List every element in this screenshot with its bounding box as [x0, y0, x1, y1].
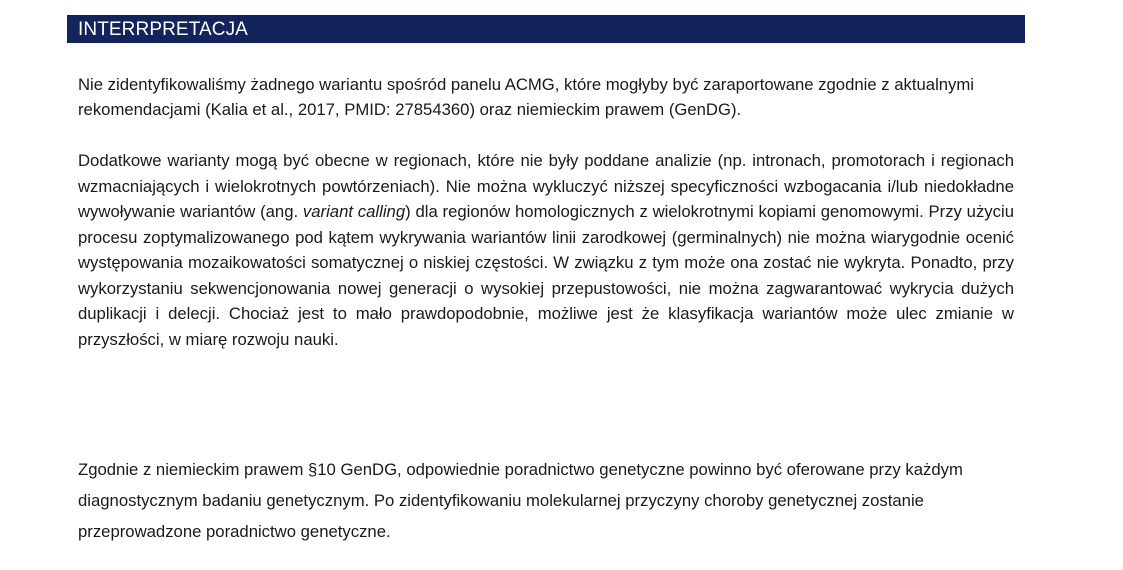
paragraph-genetic-counseling: Zgodnie z niemieckim prawem §10 GenDG, odpowiednie poradnictwo genetyczne powinno być oferowane przy każdym diagnostycznym badaniu genetycznym. Po zidentyfikowaniu molekularnej przyczyny choroby genetycznej zostanie przeprowadzone poradnictwo genetyczne. — [78, 460, 963, 541]
section-header — [67, 15, 1025, 43]
paragraph-limitations-text-start: Dodatkowe warianty mogą być obecne w regionach, które nie były poddane analizie (np. intronach, promotorach i regionach wzmacniających i wielokrotnych powtórzeniach). Nie można wykluczyć niższej specyficzności wzbogacania i/lub niedokładne wywoływanie wariantów (ang. — [78, 151, 1014, 221]
variant-calling-term: variant calling — [302, 202, 406, 221]
paragraph-no-variants: Nie zidentyfikowaliśmy żadnego wariantu spośród panelu ACMG, które mogłyby być zaraportowane zgodnie z aktualnymi rekomendacjami (Kalia et al., 2017, PMID: 27854360) oraz niemieckim prawem (GenDG). — [78, 75, 975, 119]
paragraph-limitations — [78, 148, 1014, 352]
paragraph-limitations-text-end: ) dla regionów homologicznych z wielokrotnymi kopiami genomowymi. Przy użyciu procesu zoptymalizowanego pod kątem wykrywania wariantów linii zarodkowej (germinalnych) nie można wiarygodnie ocenić występowania mozaikowatości somatycznej o niskiej częstości. W związku z tym może ona zostać nie wykryta. Ponadto, przy wykorzystaniu sekwencjonowania nowej generacji o wysokiej przepustowości, nie można zagwarantować wykrycia dużych duplikacji i delecji. Chociaż jest to mało prawdopodobnie, możliwe jest że klasyfikacja wariantów może ulec zmianie w przyszłości, w miarę rozwoju nauki. — [78, 202, 1014, 349]
section-title: INTERRPRETACJA — [78, 18, 248, 40]
